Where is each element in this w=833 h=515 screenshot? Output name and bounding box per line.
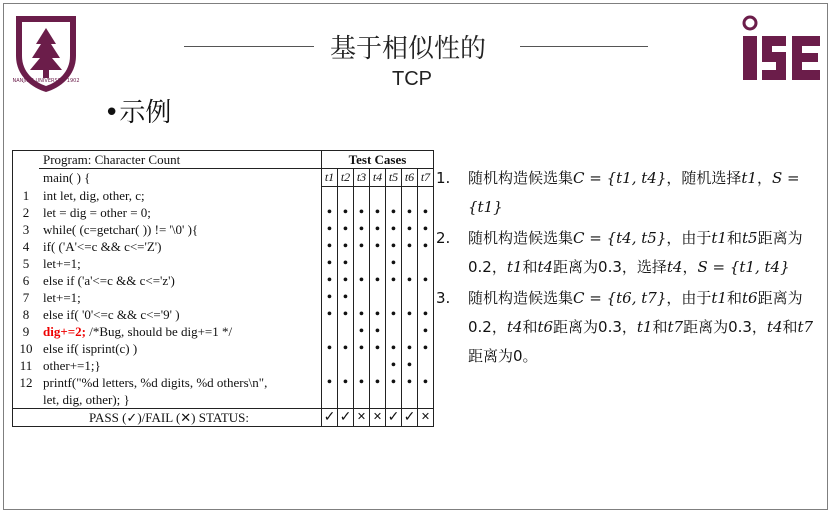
coverage-cell: [386, 323, 402, 340]
coverage-cell: •: [338, 204, 354, 221]
coverage-cell: •: [423, 205, 428, 220]
math-term: t6: [537, 318, 554, 336]
title-rule-right: [520, 46, 648, 47]
step-text: 随机构造候选集: [468, 169, 574, 187]
coverage-cell: [402, 289, 418, 306]
math-term: t4: [766, 318, 783, 336]
table-row: [13, 272, 434, 289]
coverage-cell: •: [338, 306, 354, 323]
coverage-cell: •: [402, 272, 418, 289]
status-row: [13, 409, 434, 427]
table-row: [13, 187, 434, 205]
line-number: 3: [22, 222, 30, 237]
coverage-cell: •: [354, 306, 370, 323]
coverage-cell: [386, 187, 402, 205]
test-case-name: t3: [354, 169, 370, 187]
coverage-table: [12, 150, 434, 427]
table-row: [13, 323, 434, 340]
step-text: 和: [782, 318, 798, 336]
code-line: [39, 323, 322, 340]
bullet-heading: •示例: [104, 98, 172, 128]
math-term: t1: [741, 169, 757, 187]
test-case-name: t7: [418, 169, 434, 187]
program-header: Program: Character Count: [39, 151, 322, 169]
math-term: t4: [537, 258, 554, 276]
coverage-cell: [338, 187, 354, 205]
coverage-cell: •: [322, 204, 338, 221]
coverage-cell: •: [354, 238, 370, 255]
step-text: 和: [726, 289, 742, 307]
coverage-cell: •: [386, 272, 402, 289]
table-row: [13, 391, 434, 409]
status-cell: ✕: [370, 409, 386, 427]
step-text: 距离为0.3，: [553, 318, 637, 336]
coverage-cell: [370, 187, 386, 205]
coverage-cell: •: [402, 340, 418, 357]
math-term: S = {t1}: [468, 169, 800, 216]
coverage-cell: [386, 391, 402, 409]
coverage-cell: •: [354, 204, 370, 221]
step-text: 距离为0。: [468, 347, 538, 365]
test-case-name: t1: [322, 169, 338, 187]
coverage-cell: [322, 357, 338, 374]
line-number: 1: [22, 187, 30, 203]
step-item: [436, 224, 816, 282]
code-line: else if( isprint(c) ): [39, 340, 322, 357]
ise-logo: [740, 14, 824, 86]
coverage-cell: •: [322, 255, 338, 272]
coverage-cell: •: [322, 238, 338, 255]
coverage-cell: [402, 391, 418, 409]
coverage-cell: •: [423, 324, 428, 339]
coverage-cell: •: [370, 323, 386, 340]
step-item: [436, 164, 816, 222]
math-term: t1: [711, 229, 727, 247]
coverage-cell: •: [338, 289, 354, 306]
coverage-cell: [418, 187, 434, 205]
coverage-cell: •: [354, 221, 370, 238]
math-term: C = {t4, t5}: [573, 229, 667, 247]
coverage-cell: •: [386, 221, 402, 238]
coverage-cell: •: [370, 204, 386, 221]
code-line: if( ('A'<=c && c<='Z'): [39, 238, 322, 255]
coverage-cell: [402, 187, 418, 205]
coverage-cell: [418, 357, 434, 374]
coverage-cell: •: [370, 374, 386, 391]
code-line: printf("%d letters, %d digits, %d others\n",: [39, 374, 322, 391]
coverage-cell: [354, 187, 370, 205]
math-term: S = {t1, t4}: [697, 258, 790, 276]
line-header: [13, 151, 40, 169]
math-term: t4: [506, 318, 523, 336]
coverage-cell: •: [370, 238, 386, 255]
table-header-row: [13, 151, 434, 169]
step-text: ，由于: [666, 229, 712, 247]
test-case-name: t4: [370, 169, 386, 187]
step-text: ，: [682, 258, 698, 276]
coverage-cell: •: [322, 306, 338, 323]
coverage-cell: •: [354, 340, 370, 357]
coverage-cell: •: [338, 221, 354, 238]
bug-code: dig+=2;: [43, 324, 86, 339]
coverage-cell: [370, 255, 386, 272]
test-case-name: t2: [338, 169, 354, 187]
coverage-cell: •: [338, 340, 354, 357]
line-number: 10: [19, 341, 33, 356]
coverage-cell: •: [338, 238, 354, 255]
table-row: [13, 238, 434, 255]
code-line: else if( '0'<=c && c<='9' ): [39, 306, 322, 323]
math-term: C = {t1, t4}: [573, 169, 667, 187]
coverage-cell: [338, 391, 354, 409]
coverage-cell: •: [386, 204, 402, 221]
coverage-cell: •: [423, 341, 428, 356]
status-cell: ✓: [402, 409, 418, 427]
coverage-cell: •: [386, 374, 402, 391]
status-cell: ✕: [418, 409, 434, 427]
logo-year: NANJING UNIVERSITY 1902: [12, 78, 80, 84]
coverage-cell: •: [370, 221, 386, 238]
coverage-cell: [402, 255, 418, 272]
coverage-cell: •: [386, 255, 402, 272]
coverage-cell: [338, 323, 354, 340]
coverage-cell: [370, 289, 386, 306]
table-row: [13, 357, 434, 374]
line-number: 6: [22, 273, 30, 288]
coverage-cell: •: [402, 204, 418, 221]
coverage-cell: •: [386, 357, 402, 374]
coverage-cell: [322, 187, 338, 205]
step-number: 1.: [436, 169, 451, 187]
table-row: [13, 306, 434, 323]
coverage-cell: •: [423, 273, 428, 288]
coverage-cell: [322, 323, 338, 340]
step-number: 3.: [436, 289, 451, 307]
coverage-cell: •: [423, 222, 428, 237]
coverage-cell: [386, 289, 402, 306]
coverage-cell: •: [354, 374, 370, 391]
coverage-cell: [354, 391, 370, 409]
step-text: 随机构造候选集: [468, 229, 574, 247]
step-text: ，: [756, 169, 772, 187]
line-number: 9: [22, 324, 30, 339]
status-cell: ✓: [322, 409, 338, 427]
line-number: 7: [22, 290, 30, 305]
test-case-name: t5: [386, 169, 402, 187]
code-line: main( ) {: [39, 169, 322, 187]
table-row: [13, 374, 434, 391]
coverage-cell: •: [423, 239, 428, 254]
math-term: t1: [506, 258, 523, 276]
coverage-cell: •: [386, 340, 402, 357]
status-label: PASS (✓)/FAIL (✕) STATUS:: [13, 409, 322, 427]
step-text: 和: [726, 229, 742, 247]
page-title: 基于相似性的: [330, 34, 487, 64]
line-number: [13, 169, 40, 187]
math-term: t7: [797, 318, 814, 336]
table-row: [13, 221, 434, 238]
coverage-cell: •: [322, 374, 338, 391]
coverage-cell: •: [402, 238, 418, 255]
line-number: 2: [22, 205, 30, 220]
coverage-cell: •: [322, 221, 338, 238]
coverage-cell: •: [370, 272, 386, 289]
step-text: 和: [522, 258, 538, 276]
math-term: t1: [636, 318, 653, 336]
table-row: [13, 204, 434, 221]
line-number: [13, 391, 40, 409]
coverage-cell: [354, 289, 370, 306]
code-line: else if ('a'<=c && c<='z'): [39, 272, 322, 289]
line-number: 5: [22, 256, 30, 271]
bullet-text: 示例: [119, 98, 172, 128]
coverage-cell: [354, 255, 370, 272]
coverage-cell: [354, 357, 370, 374]
coverage-cell: •: [354, 323, 370, 340]
math-term: t4: [666, 258, 683, 276]
code-line: let+=1;: [39, 255, 322, 272]
coverage-cell: •: [402, 357, 418, 374]
test-cases-header: Test Cases: [322, 151, 434, 169]
coverage-cell: •: [423, 375, 428, 390]
coverage-cell: •: [322, 340, 338, 357]
table-row: [13, 340, 434, 357]
coverage-cell: •: [370, 340, 386, 357]
step-text: ，由于: [666, 289, 712, 307]
code-line: while( (c=getchar( )) != '\0' ){: [39, 221, 322, 238]
coverage-cell: [418, 289, 434, 306]
step-text: ，随机选择: [666, 169, 742, 187]
line-number: 12: [19, 375, 33, 390]
coverage-cell: •: [370, 306, 386, 323]
step-text: 和: [522, 318, 538, 336]
nanjing-university-logo: [10, 10, 82, 94]
title-rule-left: [184, 46, 314, 47]
code-line: let = dig = other = 0;: [39, 204, 322, 221]
code-line: let+=1;: [39, 289, 322, 306]
coverage-cell: [338, 357, 354, 374]
step-text: 距离为0.3，选择: [553, 258, 667, 276]
line-number: 8: [22, 307, 30, 322]
coverage-cell: [322, 391, 338, 409]
coverage-cell: [370, 391, 386, 409]
step-text: 随机构造候选集: [468, 289, 574, 307]
table-row: [13, 255, 434, 272]
coverage-cell: [402, 323, 418, 340]
coverage-cell: [418, 255, 434, 272]
coverage-cell: •: [338, 374, 354, 391]
coverage-cell: •: [338, 255, 354, 272]
coverage-cell: •: [386, 238, 402, 255]
coverage-cell: •: [386, 306, 402, 323]
status-cell: ✕: [354, 409, 370, 427]
step-text: 距离为0.3，: [683, 318, 767, 336]
code-line: int let, dig, other, c;: [39, 187, 322, 205]
test-case-name: t6: [402, 169, 418, 187]
step-item: [436, 284, 816, 371]
coverage-cell: [370, 357, 386, 374]
coverage-cell: [418, 391, 434, 409]
table-row: [13, 289, 434, 306]
math-term: t6: [741, 289, 758, 307]
step-text: 距离为0.2，: [468, 229, 803, 276]
coverage-cell: •: [423, 307, 428, 322]
math-term: t5: [741, 229, 758, 247]
steps-list: [436, 164, 816, 371]
code-comment: /*Bug, should be dig+=1 */: [86, 324, 233, 339]
coverage-cell: •: [338, 272, 354, 289]
step-text: 和: [652, 318, 668, 336]
math-term: t7: [667, 318, 684, 336]
step-number: 2.: [436, 229, 451, 247]
coverage-cell: •: [322, 289, 338, 306]
ise-logo-text: ise: [740, 14, 742, 15]
math-term: C = {t6, t7}: [573, 289, 667, 307]
table-row: [13, 169, 434, 187]
coverage-cell: •: [402, 374, 418, 391]
step-text: 距离为0.2，: [468, 289, 803, 336]
code-line: other+=1;}: [39, 357, 322, 374]
math-term: t1: [711, 289, 727, 307]
page-subtitle: TCP: [392, 68, 432, 90]
line-number: 11: [19, 358, 33, 373]
coverage-cell: •: [402, 221, 418, 238]
coverage-cell: •: [322, 272, 338, 289]
coverage-cell: •: [402, 306, 418, 323]
status-cell: ✓: [338, 409, 354, 427]
status-cell: ✓: [386, 409, 402, 427]
line-number: 4: [22, 239, 30, 254]
code-line: let, dig, other); }: [39, 391, 322, 409]
coverage-cell: •: [354, 272, 370, 289]
